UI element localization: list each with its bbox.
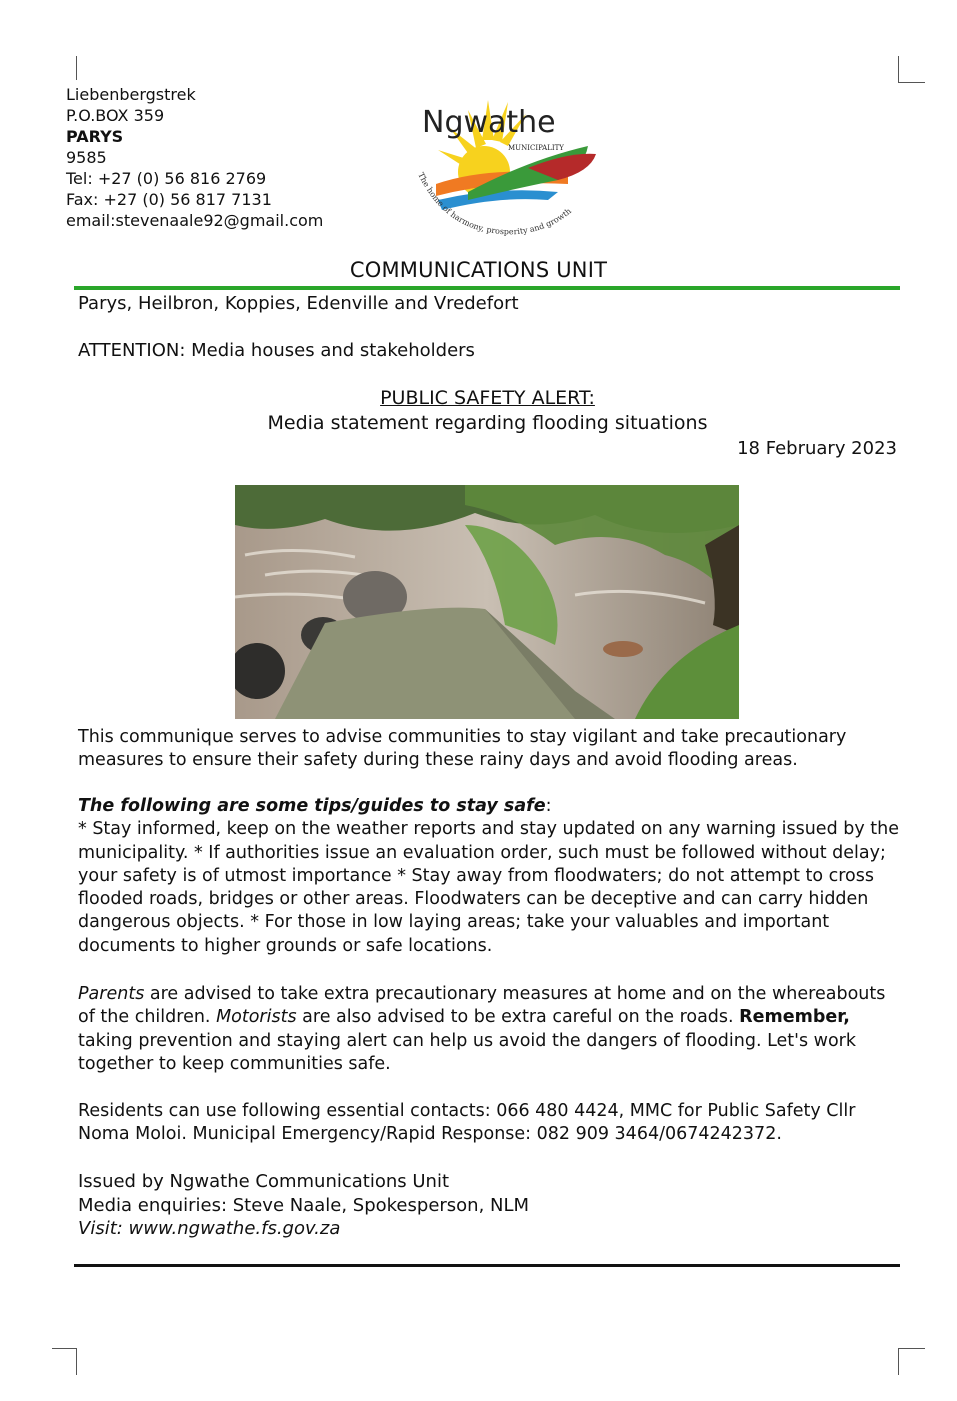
tips-text: * Stay informed, keep on the weather reports and stay updated on any warning issued by the municipality. * If authorities issue an evaluation order, such must be followed without delay; your safety is of utmost importance * Stay away from floodwaters; do not attempt to cross flooded roads, bridges or other areas. Floodwaters can be deceptive and can carry hidden dangerous objects. * For those in low laying areas; take your valuables and important documents to higher grounds or safe locations. — [78, 819, 899, 956]
alert-title: PUBLIC SAFETY ALERT: — [380, 387, 595, 409]
crop-mark-bottom-right — [898, 1348, 925, 1375]
address-block — [66, 84, 323, 231]
address-email: email:stevenaale92@gmail.com — [66, 211, 324, 230]
address-town: PARYS — [66, 127, 124, 146]
issued-by: Issued by Ngwathe Communications Unit — [78, 1171, 450, 1192]
remember-word: Remember, — [739, 1007, 850, 1028]
footer-divider — [74, 1264, 900, 1267]
crop-mark-top-right — [898, 56, 925, 83]
statement-date: 18 February 2023 — [737, 438, 897, 459]
tips-heading-colon: : — [545, 796, 552, 816]
closing-text: taking prevention and staying alert can help us avoid the dangers of flooding. Let's work together to keep communities safe. — [78, 1030, 856, 1074]
address-postcode: 9585 — [66, 148, 107, 167]
attention-line: ATTENTION: Media houses and stakeholders — [78, 340, 475, 361]
tips-heading: The following are some tips/guides to stay safe — [78, 796, 546, 816]
address-street: Liebenbergstrek — [66, 85, 196, 104]
motorists-word: Motorists — [216, 1007, 297, 1028]
logo-municipality: MUNICIPALITY — [508, 144, 564, 152]
intro-text: This communique serves to advise communities to stay vigilant and take precautionary measures to ensure their safety during these rainy days and avoid flooding areas. — [78, 727, 847, 771]
crop-mark-bottom-left — [52, 1348, 77, 1375]
tips-paragraph — [78, 795, 900, 958]
address-po-box: P.O.BOX 359 — [66, 106, 165, 125]
website-link[interactable]: Visit: www.ngwathe.fs.gov.za — [78, 1218, 341, 1239]
intro-paragraph — [78, 726, 900, 773]
logo-wordmark: Ngwathe — [422, 105, 556, 140]
advice-paragraph — [78, 983, 900, 1076]
address-fax: Fax: +27 (0) 56 817 7131 — [66, 190, 272, 209]
crop-mark-top-left — [52, 56, 77, 80]
alert-subtitle: Media statement regarding flooding situations — [267, 412, 708, 434]
ngwathe-logo — [408, 88, 608, 238]
contacts-text: Residents can use following essential contacts: 066 480 4424, MMC for Public Safety Cllr Noma Moloi. Municipal Emergency/Rapid Response: 082 909 3464/0674242372. — [78, 1101, 856, 1145]
parents-text: are advised to take extra precautionary measures at home and on the whereabouts of the children. — [78, 984, 886, 1028]
header-divider — [74, 286, 900, 290]
towns-line: Parys, Heilbron, Koppies, Edenville and Vredefort — [78, 293, 519, 314]
flood-photo — [235, 485, 739, 719]
motorists-text: are also advised to be extra careful on the roads. — [296, 1007, 740, 1028]
footer-block — [78, 1170, 900, 1241]
media-enquiries: Media enquiries: Steve Naale, Spokesperson, NLM — [78, 1194, 530, 1216]
contacts-paragraph — [78, 1100, 900, 1147]
parents-word: Parents — [78, 984, 145, 1004]
address-tel: Tel: +27 (0) 56 816 2769 — [66, 169, 267, 188]
communications-unit-title: COMMUNICATIONS UNIT — [349, 258, 608, 282]
logo-motto: The home of harmony, prosperity and growth — [416, 171, 574, 237]
